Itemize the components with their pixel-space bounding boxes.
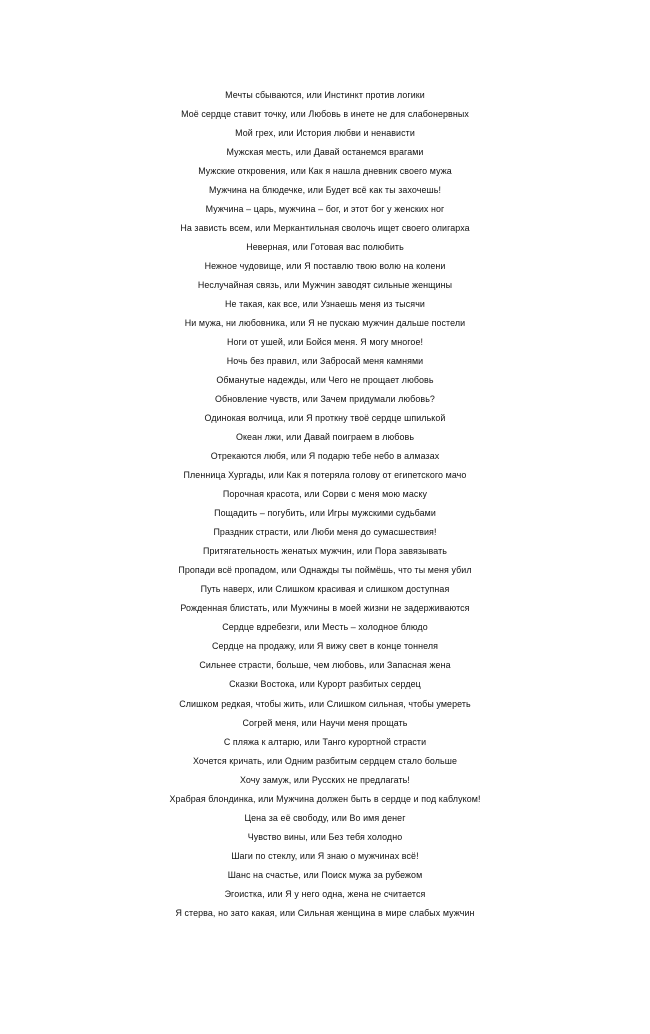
list-item: Притягательность женатых мужчин, или Пора завязывать — [203, 546, 447, 557]
list-item: Мужчина на блюдечке, или Будет всё как ты захочешь! — [208, 185, 442, 196]
list-item: Храбрая блондинка, или Мужчина должен быть в сердце и под каблуком! — [169, 793, 481, 804]
list-item: Хочу замуж, или Русских не предлагать! — [240, 774, 410, 785]
list-item: Мужчина – царь, мужчина – бог, и этот бог у женских ног — [205, 204, 445, 215]
title-list — [0, 86, 650, 923]
list-item: Пропади всё пропадом, или Однажды ты поймёшь, что ты меня убил — [178, 565, 472, 576]
list-item: Океан лжи, или Давай поиграем в любовь — [235, 432, 415, 443]
list-item: Обновление чувств, или Зачем придумали любовь? — [215, 394, 435, 405]
list-item: Обманутые надежды, или Чего не прощает любовь — [216, 375, 434, 386]
list-item: Мой грех, или История любви и ненависти — [235, 128, 415, 139]
list-item: Нежное чудовище, или Я поставлю твою волю на колени — [204, 261, 446, 272]
list-item: Хочется кричать, или Одним разбитым сердцем стало больше — [193, 755, 457, 766]
list-item: На зависть всем, или Меркантильная сволочь ищет своего олигарха — [180, 223, 470, 234]
list-item: Не такая, как все, или Узнаешь меня из тысячи — [225, 299, 425, 310]
list-item: Сердце вдребезги, или Месть – холодное блюдо — [222, 622, 428, 633]
list-item: Сердце на продажу, или Я вижу свет в конце тоннеля — [211, 641, 439, 652]
list-item: Пленница Хургады, или Как я потеряла голову от египетского мачо — [183, 470, 467, 481]
list-item: С пляжа к алтарю, или Танго курортной страсти — [223, 736, 427, 747]
list-item: Отрекаются любя, или Я подарю тебе небо в алмазах — [210, 451, 440, 462]
list-item: Пощадить – погубить, или Игры мужскими судьбами — [214, 508, 436, 519]
list-item: Эгоистка, или Я у него одна, жена не считается — [224, 888, 426, 899]
list-item: Мужская месть, или Давай останемся врагами — [226, 147, 424, 158]
list-item: Моё сердце ставит точку, или Любовь в инете не для слабонервных — [181, 109, 469, 120]
list-item: Ноги от ушей, или Бойся меня. Я могу многое! — [226, 337, 424, 348]
list-item: Мечты сбываются, или Инстинкт против логики — [225, 90, 425, 100]
list-item: Неверная, или Готовая вас полюбить — [246, 242, 404, 253]
list-item: Я стерва, но зато какая, или Сильная женщина в мире слабых мужчин — [175, 907, 475, 918]
list-item: Праздник страсти, или Люби меня до сумасшествия! — [213, 527, 437, 538]
list-item: Путь наверх, или Слишком красивая и слишком доступная — [200, 584, 450, 595]
list-item: Согрей меня, или Научи меня прощать — [242, 717, 408, 728]
list-item: Неслучайная связь, или Мужчин заводят сильные женщины — [197, 280, 453, 291]
list-item: Рожденная блистать, или Мужчины в моей жизни не задерживаются — [180, 603, 470, 614]
list-item: Цена за её свободу, или Во имя денег — [244, 812, 406, 823]
list-item: Слишком редкая, чтобы жить, или Слишком сильная, чтобы умереть — [179, 698, 471, 709]
list-item: Порочная красота, или Сорви с меня мою маску — [222, 489, 428, 500]
list-item: Шаги по стеклу, или Я знаю о мужчинах всё! — [231, 850, 419, 861]
list-item: Чувство вины, или Без тебя холодно — [247, 831, 403, 842]
list-item: Сильнее страсти, больше, чем любовь, или Запасная жена — [199, 660, 451, 671]
list-item: Мужские откровения, или Как я нашла дневник своего мужа — [198, 166, 452, 177]
list-item: Сказки Востока, или Курорт разбитых сердец — [229, 679, 421, 690]
list-item: Одинокая волчица, или Я проткну твоё сердце шпилькой — [204, 413, 446, 424]
list-item: Ночь без правил, или Забросай меня камнями — [226, 356, 424, 367]
list-item: Ни мужа, ни любовника, или Я не пускаю мужчин дальше постели — [184, 318, 466, 329]
list-item: Шанс на счастье, или Поиск мужа за рубежом — [227, 869, 423, 880]
